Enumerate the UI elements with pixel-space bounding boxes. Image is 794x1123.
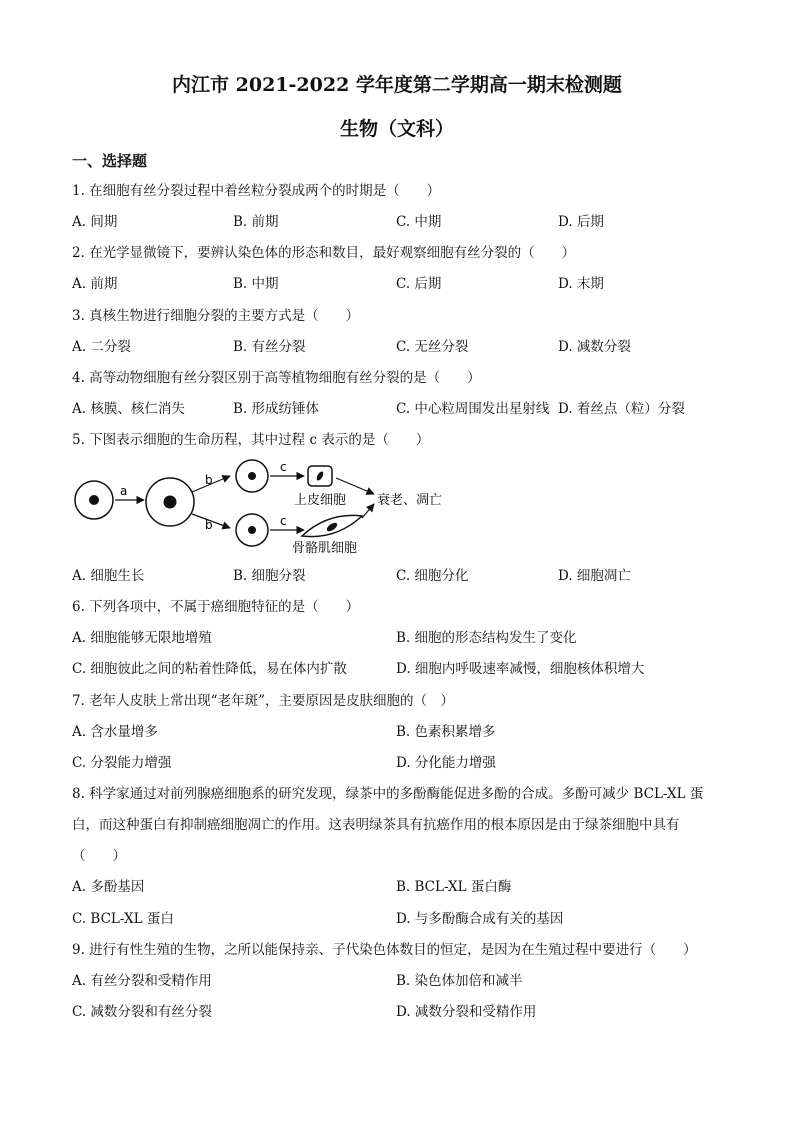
question-7-option-b: B. 色素积累增多: [396, 724, 496, 740]
question-3-option-c: C. 无丝分裂: [396, 339, 469, 355]
question-8-option-c: C. BCL-XL 蛋白: [72, 911, 174, 927]
question-8-option-a: A. 多酚基因: [72, 879, 145, 895]
question-9-option-a: A. 有丝分裂和受精作用: [72, 973, 212, 989]
question-5-stem: 5. 下图表示细胞的生命历程，其中过程 c 表示的是（ ）: [72, 432, 430, 448]
question-1-stem: 1. 在细胞有丝分裂过程中着丝粒分裂成两个的时期是（ ）: [72, 183, 441, 199]
question-8-option-b: B. BCL-XL 蛋白酶: [396, 879, 512, 895]
question-5-option-c: C. 细胞分化: [396, 568, 469, 584]
question-7-option-a: A. 含水量增多: [72, 724, 158, 740]
question-3-option-a: A. 二分裂: [72, 339, 131, 355]
question-2-option-c: C. 后期: [396, 276, 442, 292]
epithelial-label: 上皮细胞: [294, 493, 347, 508]
question-8-option-d: D. 与多酚酶合成有关的基因: [396, 911, 564, 927]
question-6-option-a: A. 细胞能够无限地增殖: [72, 630, 212, 646]
question-5-option-d: D. 细胞凋亡: [558, 568, 631, 584]
question-4-option-d: D. 着丝点（粒）分裂: [558, 401, 685, 417]
outcome-label: 衰老、凋亡: [377, 493, 443, 508]
question-5-option-a: A. 细胞生长: [72, 568, 145, 584]
question-2-stem: 2. 在光学显微镜下，要辨认染色体的形态和数目，最好观察细胞有丝分裂的（ ）: [72, 245, 576, 261]
question-1-option-d: D. 后期: [558, 214, 604, 230]
question-1-option-b: B. 前期: [233, 214, 279, 230]
question-9-option-d: D. 减数分裂和受精作用: [396, 1004, 537, 1020]
question-3-option-b: B. 有丝分裂: [233, 339, 306, 355]
label-a: a: [120, 484, 128, 498]
question-3-option-d: D. 减数分裂: [558, 339, 631, 355]
question-6-option-c: C. 细胞彼此之间的粘着性降低，易在体内扩散: [72, 661, 347, 677]
question-2-option-d: D. 末期: [558, 276, 604, 292]
question-9-stem: 9. 进行有性生殖的生物，之所以能保持亲、子代染色体数目的恒定，是因为在生殖过程中要进行（ ）: [72, 942, 697, 958]
question-4-option-b: B. 形成纺锤体: [233, 401, 320, 417]
question-6-option-d: D. 细胞内呼吸速率减慢，细胞核体积增大: [396, 661, 645, 677]
label-c-lower: c: [280, 514, 287, 528]
question-2-option-a: A. 前期: [72, 276, 118, 292]
question-7-stem: 7. 老年人皮肤上常出现“老年斑”，主要原因是皮肤细胞的（ ）: [72, 693, 454, 709]
section-heading: 一、选择题: [72, 152, 148, 170]
question-4-option-c: C. 中心粒周围发出星射线: [396, 401, 550, 417]
question-6-option-b: B. 细胞的形态结构发生了变化: [396, 630, 577, 646]
label-b-lower: b: [205, 518, 213, 532]
exam-subtitle: 生物（文科）: [339, 118, 454, 140]
question-6-stem: 6. 下列各项中，不属于癌细胞特征的是（ ）: [72, 599, 360, 615]
question-2-option-b: B. 中期: [233, 276, 279, 292]
question-7-option-c: C. 分裂能力增强: [72, 755, 172, 771]
question-1-option-c: C. 中期: [396, 214, 442, 230]
question-5-option-b: B. 细胞分裂: [233, 568, 306, 584]
exam-title: 内江市 2021-2022 学年度第二学期高一期末检测题: [172, 74, 622, 96]
label-b-upper: b: [205, 473, 213, 487]
muscle-label: 骨骼肌细胞: [292, 541, 358, 556]
question-7-option-d: D. 分化能力增强: [396, 755, 496, 771]
question-9-option-b: B. 染色体加倍和减半: [396, 973, 523, 989]
label-c-upper: c: [280, 460, 287, 474]
question-4-option-a: A. 核膜、核仁消失: [72, 401, 185, 417]
question-3-stem: 3. 真核生物进行细胞分裂的主要方式是（ ）: [72, 308, 360, 324]
question-1-option-a: A. 间期: [72, 214, 118, 230]
question-9-option-c: C. 减数分裂和有丝分裂: [72, 1004, 212, 1020]
cell-life-cycle-diagram: [70, 456, 460, 560]
question-8-stem: 8. 科学家通过对前列腺癌细胞系的研究发现，绿茶中的多酚酶能促进多酚的合成。多酚可减少 BCL-XL 蛋白，而这种蛋白有抑制癌细胞凋亡的作用。这表明绿茶具有抗癌作用的根本原因是由于绿茶细胞中具有（ ）: [72, 786, 704, 864]
question-4-stem: 4. 高等动物细胞有丝分裂区别于高等植物细胞有丝分裂的是（ ）: [72, 370, 481, 386]
